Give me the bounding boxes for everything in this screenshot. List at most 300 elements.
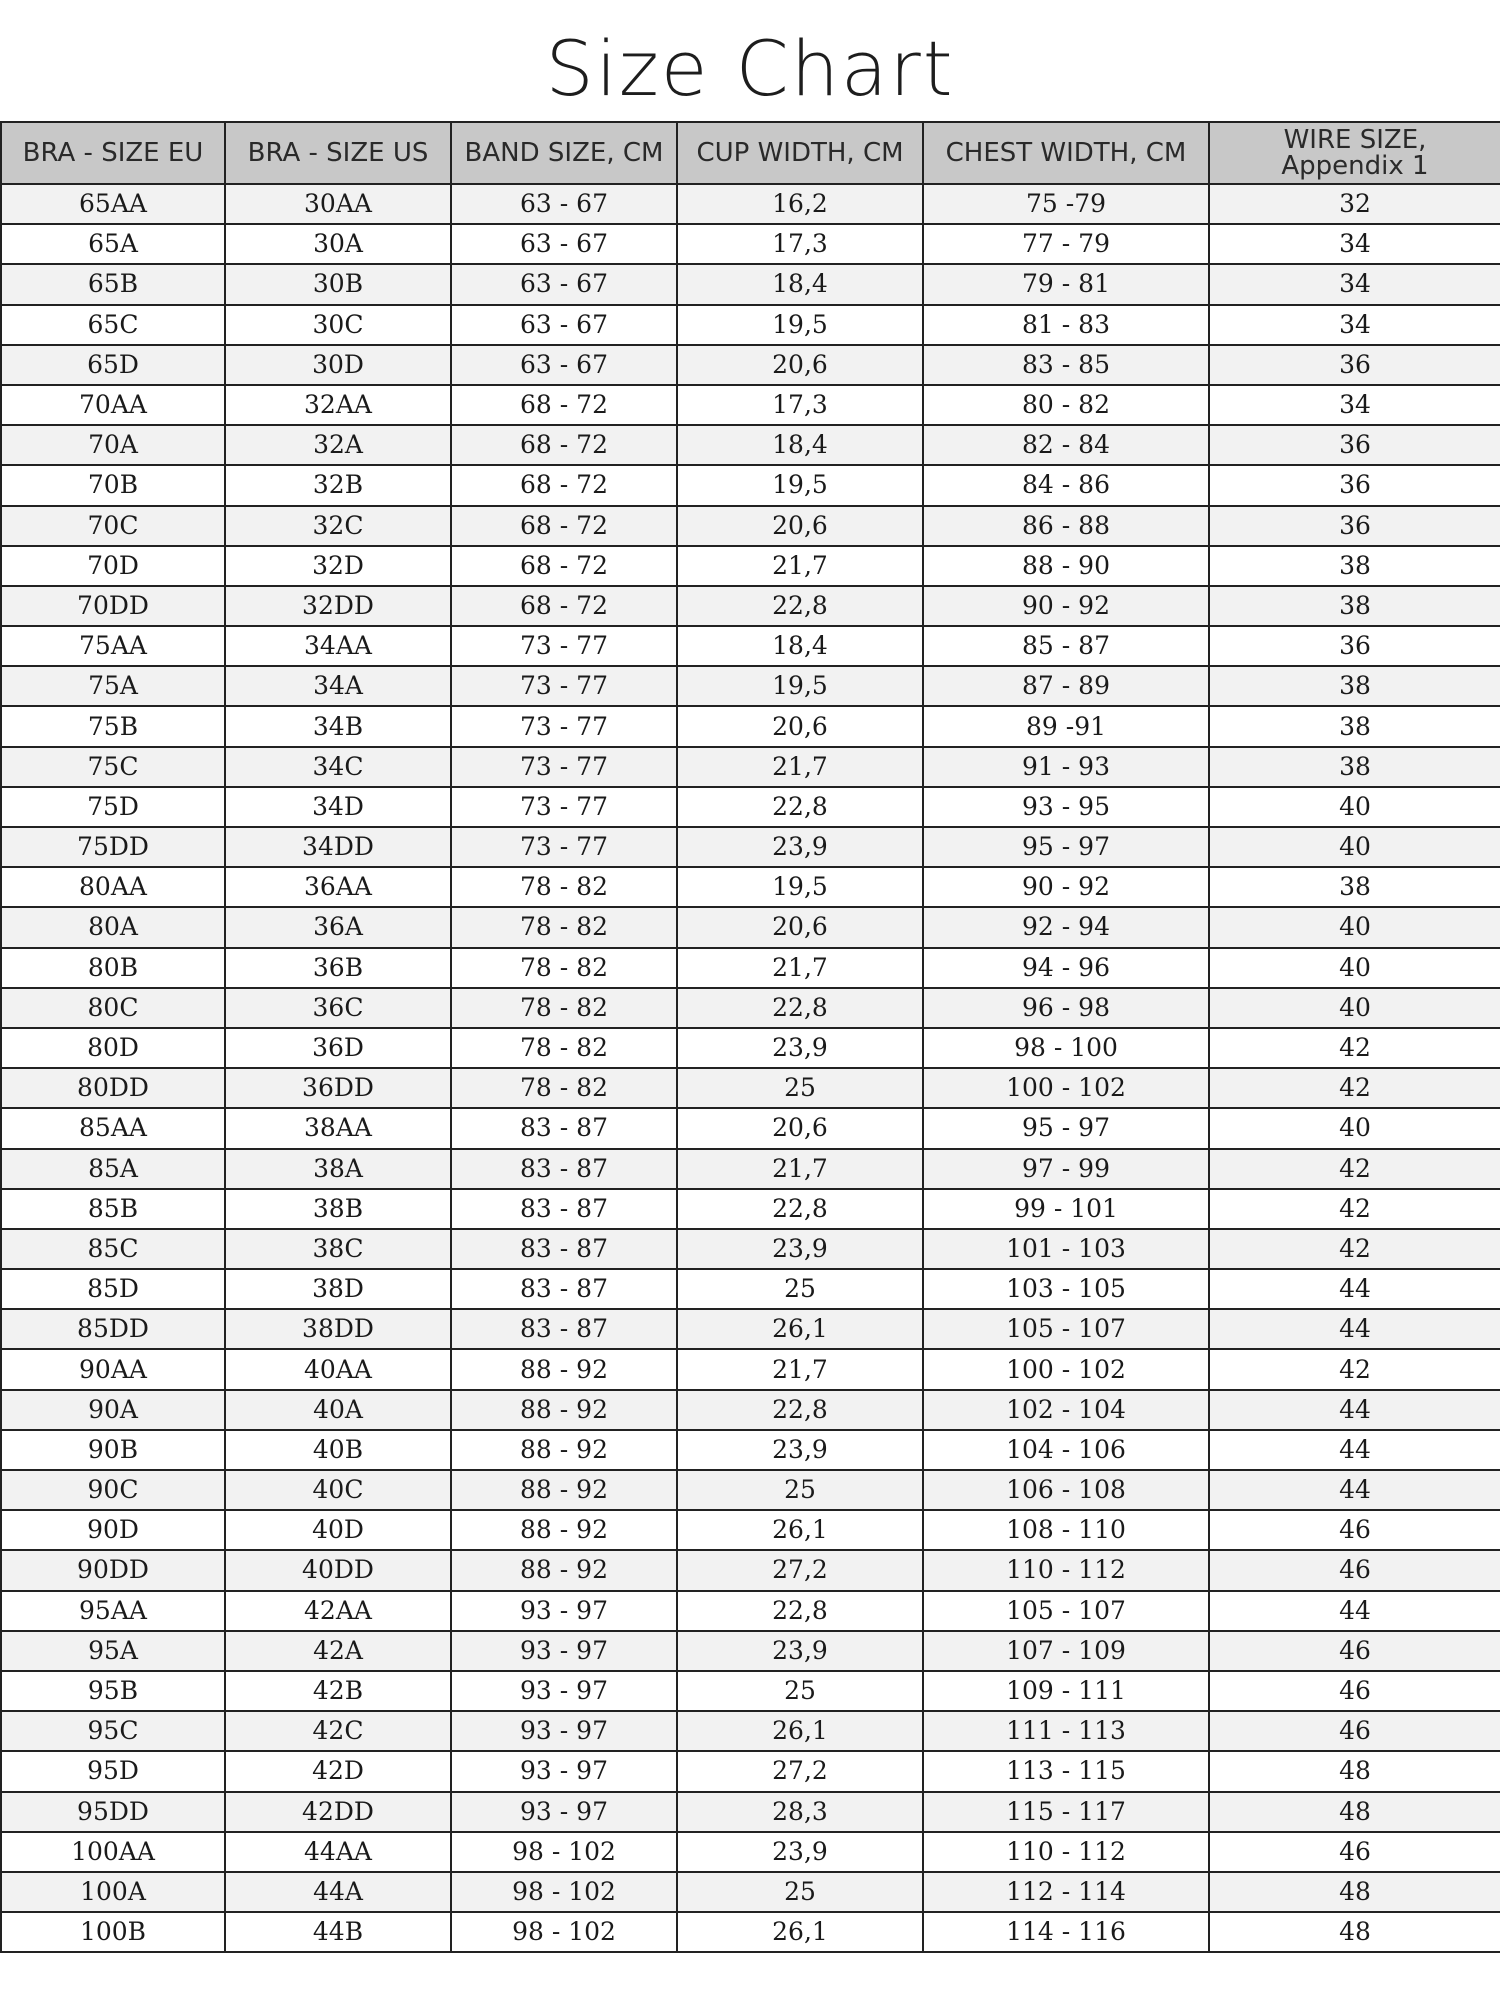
cell-cup-width: 28,3	[677, 1792, 923, 1832]
cell-band-size: 88 - 92	[451, 1470, 677, 1510]
cell-wire-size: 42	[1209, 1028, 1500, 1068]
cell-band-size: 93 - 97	[451, 1711, 677, 1751]
cell-wire-size: 44	[1209, 1591, 1500, 1631]
cell-cup-width: 27,2	[677, 1550, 923, 1590]
cell-band-size: 93 - 97	[451, 1792, 677, 1832]
cell-bra-size-us: 42D	[225, 1751, 451, 1791]
cell-bra-size-eu: 95B	[1, 1671, 225, 1711]
cell-bra-size-us: 34AA	[225, 626, 451, 666]
cell-bra-size-eu: 85B	[1, 1189, 225, 1229]
table-row	[1, 345, 1500, 385]
cell-chest-width: 82 - 84	[923, 425, 1209, 465]
cell-bra-size-us: 32DD	[225, 586, 451, 626]
cell-chest-width: 84 - 86	[923, 465, 1209, 505]
cell-cup-width: 22,8	[677, 1189, 923, 1229]
cell-bra-size-eu: 70DD	[1, 586, 225, 626]
cell-cup-width: 20,6	[677, 1108, 923, 1148]
table-row	[1, 787, 1500, 827]
cell-bra-size-us: 32D	[225, 546, 451, 586]
cell-bra-size-eu: 100B	[1, 1912, 225, 1952]
cell-bra-size-eu: 95A	[1, 1631, 225, 1671]
cell-chest-width: 93 - 95	[923, 787, 1209, 827]
cell-cup-width: 25	[677, 1068, 923, 1108]
cell-wire-size: 40	[1209, 948, 1500, 988]
cell-wire-size: 34	[1209, 305, 1500, 345]
table-row	[1, 1108, 1500, 1148]
cell-band-size: 88 - 92	[451, 1390, 677, 1430]
cell-wire-size: 40	[1209, 1108, 1500, 1148]
header-chest-width: CHEST WIDTH, CM	[923, 122, 1209, 184]
cell-bra-size-eu: 90DD	[1, 1550, 225, 1590]
cell-chest-width: 101 - 103	[923, 1229, 1209, 1269]
table-row	[1, 1631, 1500, 1671]
cell-bra-size-us: 36D	[225, 1028, 451, 1068]
cell-wire-size: 42	[1209, 1189, 1500, 1229]
cell-bra-size-us: 36A	[225, 907, 451, 947]
table-row	[1, 1149, 1500, 1189]
cell-wire-size: 42	[1209, 1149, 1500, 1189]
cell-bra-size-us: 36DD	[225, 1068, 451, 1108]
cell-bra-size-us: 40D	[225, 1510, 451, 1550]
cell-chest-width: 99 - 101	[923, 1189, 1209, 1229]
cell-cup-width: 17,3	[677, 385, 923, 425]
cell-bra-size-us: 32C	[225, 506, 451, 546]
table-row	[1, 1430, 1500, 1470]
cell-chest-width: 110 - 112	[923, 1550, 1209, 1590]
cell-chest-width: 77 - 79	[923, 224, 1209, 264]
cell-bra-size-eu: 70B	[1, 465, 225, 505]
cell-wire-size: 38	[1209, 666, 1500, 706]
cell-cup-width: 23,9	[677, 1832, 923, 1872]
cell-cup-width: 25	[677, 1872, 923, 1912]
cell-bra-size-eu: 75D	[1, 787, 225, 827]
cell-chest-width: 94 - 96	[923, 948, 1209, 988]
table-row	[1, 1591, 1500, 1631]
cell-wire-size: 36	[1209, 465, 1500, 505]
cell-band-size: 88 - 92	[451, 1510, 677, 1550]
table-row	[1, 1229, 1500, 1269]
cell-band-size: 78 - 82	[451, 988, 677, 1028]
cell-band-size: 68 - 72	[451, 465, 677, 505]
cell-bra-size-us: 30C	[225, 305, 451, 345]
cell-cup-width: 26,1	[677, 1309, 923, 1349]
size-chart-table	[0, 121, 1500, 1953]
cell-bra-size-us: 40A	[225, 1390, 451, 1430]
cell-wire-size: 46	[1209, 1711, 1500, 1751]
cell-bra-size-us: 34C	[225, 747, 451, 787]
table-row	[1, 1269, 1500, 1309]
cell-chest-width: 96 - 98	[923, 988, 1209, 1028]
cell-cup-width: 21,7	[677, 948, 923, 988]
cell-band-size: 78 - 82	[451, 1028, 677, 1068]
cell-bra-size-us: 40C	[225, 1470, 451, 1510]
header-wire-size-label: WIRE SIZE, Appendix 1	[1281, 125, 1429, 181]
cell-chest-width: 79 - 81	[923, 264, 1209, 304]
cell-wire-size: 42	[1209, 1349, 1500, 1389]
cell-chest-width: 95 - 97	[923, 1108, 1209, 1148]
cell-bra-size-us: 38C	[225, 1229, 451, 1269]
cell-cup-width: 23,9	[677, 827, 923, 867]
cell-wire-size: 46	[1209, 1550, 1500, 1590]
table-row	[1, 546, 1500, 586]
cell-bra-size-eu: 95DD	[1, 1792, 225, 1832]
cell-chest-width: 112 - 114	[923, 1872, 1209, 1912]
cell-wire-size: 36	[1209, 345, 1500, 385]
cell-band-size: 68 - 72	[451, 546, 677, 586]
cell-chest-width: 108 - 110	[923, 1510, 1209, 1550]
cell-wire-size: 38	[1209, 706, 1500, 746]
cell-chest-width: 81 - 83	[923, 305, 1209, 345]
cell-band-size: 63 - 67	[451, 345, 677, 385]
cell-wire-size: 46	[1209, 1510, 1500, 1550]
cell-band-size: 88 - 92	[451, 1349, 677, 1389]
cell-wire-size: 46	[1209, 1671, 1500, 1711]
cell-chest-width: 103 - 105	[923, 1269, 1209, 1309]
cell-band-size: 73 - 77	[451, 827, 677, 867]
table-row	[1, 1671, 1500, 1711]
cell-wire-size: 44	[1209, 1269, 1500, 1309]
cell-band-size: 98 - 102	[451, 1912, 677, 1952]
table-row	[1, 184, 1500, 224]
cell-cup-width: 23,9	[677, 1028, 923, 1068]
cell-bra-size-us: 38AA	[225, 1108, 451, 1148]
cell-bra-size-eu: 75DD	[1, 827, 225, 867]
cell-band-size: 68 - 72	[451, 586, 677, 626]
cell-bra-size-us: 40B	[225, 1430, 451, 1470]
cell-wire-size: 48	[1209, 1912, 1500, 1952]
cell-bra-size-eu: 65AA	[1, 184, 225, 224]
table-row	[1, 1189, 1500, 1229]
cell-wire-size: 40	[1209, 787, 1500, 827]
cell-band-size: 73 - 77	[451, 787, 677, 827]
table-row	[1, 224, 1500, 264]
cell-chest-width: 89 -91	[923, 706, 1209, 746]
cell-bra-size-eu: 85AA	[1, 1108, 225, 1148]
cell-bra-size-eu: 85D	[1, 1269, 225, 1309]
cell-cup-width: 26,1	[677, 1510, 923, 1550]
cell-bra-size-us: 34B	[225, 706, 451, 746]
cell-cup-width: 22,8	[677, 1390, 923, 1430]
cell-cup-width: 21,7	[677, 546, 923, 586]
cell-bra-size-us: 44A	[225, 1872, 451, 1912]
cell-chest-width: 80 - 82	[923, 385, 1209, 425]
cell-bra-size-eu: 70D	[1, 546, 225, 586]
table-row	[1, 867, 1500, 907]
cell-cup-width: 23,9	[677, 1430, 923, 1470]
cell-bra-size-eu: 75C	[1, 747, 225, 787]
cell-bra-size-us: 36AA	[225, 867, 451, 907]
cell-wire-size: 44	[1209, 1390, 1500, 1430]
cell-bra-size-us: 36B	[225, 948, 451, 988]
cell-band-size: 83 - 87	[451, 1189, 677, 1229]
cell-bra-size-us: 42B	[225, 1671, 451, 1711]
cell-cup-width: 16,2	[677, 184, 923, 224]
cell-chest-width: 92 - 94	[923, 907, 1209, 947]
cell-bra-size-us: 32B	[225, 465, 451, 505]
cell-cup-width: 19,5	[677, 666, 923, 706]
cell-wire-size: 38	[1209, 546, 1500, 586]
table-row	[1, 425, 1500, 465]
table-row	[1, 827, 1500, 867]
cell-wire-size: 48	[1209, 1751, 1500, 1791]
cell-wire-size: 48	[1209, 1872, 1500, 1912]
cell-bra-size-eu: 80B	[1, 948, 225, 988]
cell-cup-width: 20,6	[677, 345, 923, 385]
cell-band-size: 78 - 82	[451, 867, 677, 907]
cell-wire-size: 40	[1209, 907, 1500, 947]
cell-cup-width: 25	[677, 1269, 923, 1309]
cell-chest-width: 100 - 102	[923, 1349, 1209, 1389]
cell-chest-width: 86 - 88	[923, 506, 1209, 546]
table-row	[1, 1068, 1500, 1108]
header-bra-size-us: BRA - SIZE US	[225, 122, 451, 184]
cell-wire-size: 46	[1209, 1631, 1500, 1671]
cell-wire-size: 38	[1209, 747, 1500, 787]
header-bra-size-eu: BRA - SIZE EU	[1, 122, 225, 184]
table-row	[1, 1792, 1500, 1832]
header-wire-size	[1209, 122, 1500, 184]
cell-wire-size: 40	[1209, 827, 1500, 867]
cell-bra-size-eu: 80D	[1, 1028, 225, 1068]
cell-bra-size-eu: 90AA	[1, 1349, 225, 1389]
cell-bra-size-eu: 65A	[1, 224, 225, 264]
cell-band-size: 63 - 67	[451, 224, 677, 264]
cell-band-size: 78 - 82	[451, 907, 677, 947]
cell-chest-width: 105 - 107	[923, 1309, 1209, 1349]
cell-wire-size: 36	[1209, 506, 1500, 546]
cell-wire-size: 42	[1209, 1229, 1500, 1269]
cell-wire-size: 38	[1209, 867, 1500, 907]
cell-cup-width: 22,8	[677, 586, 923, 626]
cell-cup-width: 19,5	[677, 305, 923, 345]
cell-chest-width: 87 - 89	[923, 666, 1209, 706]
cell-bra-size-us: 32A	[225, 425, 451, 465]
cell-bra-size-us: 38D	[225, 1269, 451, 1309]
cell-bra-size-us: 40AA	[225, 1349, 451, 1389]
cell-bra-size-eu: 65C	[1, 305, 225, 345]
table-row	[1, 948, 1500, 988]
cell-chest-width: 98 - 100	[923, 1028, 1209, 1068]
cell-bra-size-us: 32AA	[225, 385, 451, 425]
cell-bra-size-eu: 90B	[1, 1430, 225, 1470]
cell-cup-width: 21,7	[677, 1349, 923, 1389]
table-row	[1, 1390, 1500, 1430]
table-row	[1, 626, 1500, 666]
cell-bra-size-eu: 80C	[1, 988, 225, 1028]
table-row	[1, 506, 1500, 546]
cell-chest-width: 107 - 109	[923, 1631, 1209, 1671]
cell-cup-width: 19,5	[677, 465, 923, 505]
cell-wire-size: 36	[1209, 626, 1500, 666]
cell-wire-size: 44	[1209, 1309, 1500, 1349]
cell-band-size: 68 - 72	[451, 425, 677, 465]
cell-band-size: 63 - 67	[451, 305, 677, 345]
cell-band-size: 73 - 77	[451, 747, 677, 787]
header-cup-width: CUP WIDTH, CM	[677, 122, 923, 184]
cell-bra-size-us: 34D	[225, 787, 451, 827]
cell-chest-width: 105 - 107	[923, 1591, 1209, 1631]
table-row	[1, 747, 1500, 787]
table-row	[1, 1550, 1500, 1590]
cell-bra-size-us: 38DD	[225, 1309, 451, 1349]
cell-band-size: 63 - 67	[451, 264, 677, 304]
cell-wire-size: 44	[1209, 1430, 1500, 1470]
cell-bra-size-us: 34DD	[225, 827, 451, 867]
cell-chest-width: 100 - 102	[923, 1068, 1209, 1108]
cell-band-size: 83 - 87	[451, 1269, 677, 1309]
cell-bra-size-us: 42A	[225, 1631, 451, 1671]
table-row	[1, 1349, 1500, 1389]
cell-chest-width: 90 - 92	[923, 586, 1209, 626]
cell-bra-size-eu: 75AA	[1, 626, 225, 666]
cell-cup-width: 26,1	[677, 1711, 923, 1751]
cell-band-size: 78 - 82	[451, 948, 677, 988]
cell-chest-width: 88 - 90	[923, 546, 1209, 586]
cell-cup-width: 20,6	[677, 706, 923, 746]
cell-chest-width: 106 - 108	[923, 1470, 1209, 1510]
cell-cup-width: 22,8	[677, 988, 923, 1028]
cell-wire-size: 32	[1209, 184, 1500, 224]
page-title: Size Chart	[545, 24, 955, 113]
table-row	[1, 1028, 1500, 1068]
cell-bra-size-eu: 100A	[1, 1872, 225, 1912]
cell-chest-width: 95 - 97	[923, 827, 1209, 867]
cell-bra-size-eu: 90D	[1, 1510, 225, 1550]
cell-wire-size: 46	[1209, 1832, 1500, 1872]
table-row	[1, 1309, 1500, 1349]
cell-band-size: 83 - 87	[451, 1229, 677, 1269]
header-band-size: BAND SIZE, CM	[451, 122, 677, 184]
cell-cup-width: 18,4	[677, 626, 923, 666]
cell-bra-size-us: 36C	[225, 988, 451, 1028]
cell-bra-size-us: 38B	[225, 1189, 451, 1229]
cell-wire-size: 36	[1209, 425, 1500, 465]
cell-chest-width: 85 - 87	[923, 626, 1209, 666]
cell-wire-size: 40	[1209, 988, 1500, 1028]
cell-band-size: 98 - 102	[451, 1832, 677, 1872]
cell-chest-width: 75 -79	[923, 184, 1209, 224]
table-row	[1, 385, 1500, 425]
cell-band-size: 83 - 87	[451, 1149, 677, 1189]
cell-band-size: 78 - 82	[451, 1068, 677, 1108]
cell-chest-width: 97 - 99	[923, 1149, 1209, 1189]
table-row	[1, 907, 1500, 947]
cell-band-size: 93 - 97	[451, 1751, 677, 1791]
cell-cup-width: 21,7	[677, 1149, 923, 1189]
cell-band-size: 83 - 87	[451, 1309, 677, 1349]
cell-bra-size-us: 44AA	[225, 1832, 451, 1872]
cell-bra-size-eu: 90C	[1, 1470, 225, 1510]
cell-cup-width: 25	[677, 1470, 923, 1510]
cell-wire-size: 34	[1209, 224, 1500, 264]
cell-bra-size-us: 40DD	[225, 1550, 451, 1590]
cell-bra-size-us: 44B	[225, 1912, 451, 1952]
cell-band-size: 83 - 87	[451, 1108, 677, 1148]
table-row	[1, 586, 1500, 626]
cell-bra-size-eu: 75A	[1, 666, 225, 706]
table-row	[1, 1832, 1500, 1872]
table-row	[1, 1751, 1500, 1791]
cell-cup-width: 21,7	[677, 747, 923, 787]
cell-bra-size-eu: 70A	[1, 425, 225, 465]
cell-cup-width: 26,1	[677, 1912, 923, 1952]
cell-bra-size-eu: 65B	[1, 264, 225, 304]
cell-bra-size-eu: 70AA	[1, 385, 225, 425]
cell-cup-width: 23,9	[677, 1229, 923, 1269]
table-row	[1, 988, 1500, 1028]
cell-bra-size-eu: 85C	[1, 1229, 225, 1269]
cell-bra-size-us: 30A	[225, 224, 451, 264]
table-row	[1, 465, 1500, 505]
cell-bra-size-us: 38A	[225, 1149, 451, 1189]
cell-bra-size-eu: 95C	[1, 1711, 225, 1751]
cell-wire-size: 34	[1209, 264, 1500, 304]
cell-bra-size-us: 30AA	[225, 184, 451, 224]
table-row	[1, 706, 1500, 746]
cell-cup-width: 25	[677, 1671, 923, 1711]
cell-chest-width: 113 - 115	[923, 1751, 1209, 1791]
cell-chest-width: 111 - 113	[923, 1711, 1209, 1751]
cell-wire-size: 48	[1209, 1792, 1500, 1832]
cell-cup-width: 19,5	[677, 867, 923, 907]
cell-bra-size-eu: 80DD	[1, 1068, 225, 1108]
table-row	[1, 1872, 1500, 1912]
cell-bra-size-us: 42C	[225, 1711, 451, 1751]
table-row	[1, 1470, 1500, 1510]
cell-bra-size-us: 42DD	[225, 1792, 451, 1832]
cell-cup-width: 18,4	[677, 425, 923, 465]
table-row	[1, 1510, 1500, 1550]
cell-cup-width: 18,4	[677, 264, 923, 304]
cell-bra-size-eu: 85A	[1, 1149, 225, 1189]
table-row	[1, 264, 1500, 304]
cell-chest-width: 91 - 93	[923, 747, 1209, 787]
cell-band-size: 93 - 97	[451, 1591, 677, 1631]
cell-bra-size-us: 34A	[225, 666, 451, 706]
cell-cup-width: 23,9	[677, 1631, 923, 1671]
cell-bra-size-eu: 75B	[1, 706, 225, 746]
cell-band-size: 98 - 102	[451, 1872, 677, 1912]
cell-chest-width: 114 - 116	[923, 1912, 1209, 1952]
cell-cup-width: 27,2	[677, 1751, 923, 1791]
table-body	[1, 184, 1500, 1952]
cell-wire-size: 44	[1209, 1470, 1500, 1510]
cell-bra-size-eu: 85DD	[1, 1309, 225, 1349]
cell-band-size: 63 - 67	[451, 184, 677, 224]
cell-band-size: 68 - 72	[451, 506, 677, 546]
cell-band-size: 93 - 97	[451, 1671, 677, 1711]
cell-cup-width: 22,8	[677, 1591, 923, 1631]
table-row	[1, 666, 1500, 706]
cell-bra-size-eu: 90A	[1, 1390, 225, 1430]
cell-band-size: 73 - 77	[451, 706, 677, 746]
cell-band-size: 88 - 92	[451, 1430, 677, 1470]
cell-bra-size-us: 30D	[225, 345, 451, 385]
cell-band-size: 93 - 97	[451, 1631, 677, 1671]
cell-band-size: 88 - 92	[451, 1550, 677, 1590]
cell-bra-size-eu: 95D	[1, 1751, 225, 1791]
cell-bra-size-eu: 80A	[1, 907, 225, 947]
cell-cup-width: 20,6	[677, 506, 923, 546]
cell-bra-size-eu: 70C	[1, 506, 225, 546]
cell-cup-width: 20,6	[677, 907, 923, 947]
cell-chest-width: 115 - 117	[923, 1792, 1209, 1832]
cell-bra-size-us: 30B	[225, 264, 451, 304]
cell-bra-size-us: 42AA	[225, 1591, 451, 1631]
cell-band-size: 73 - 77	[451, 626, 677, 666]
cell-chest-width: 90 - 92	[923, 867, 1209, 907]
cell-band-size: 73 - 77	[451, 666, 677, 706]
